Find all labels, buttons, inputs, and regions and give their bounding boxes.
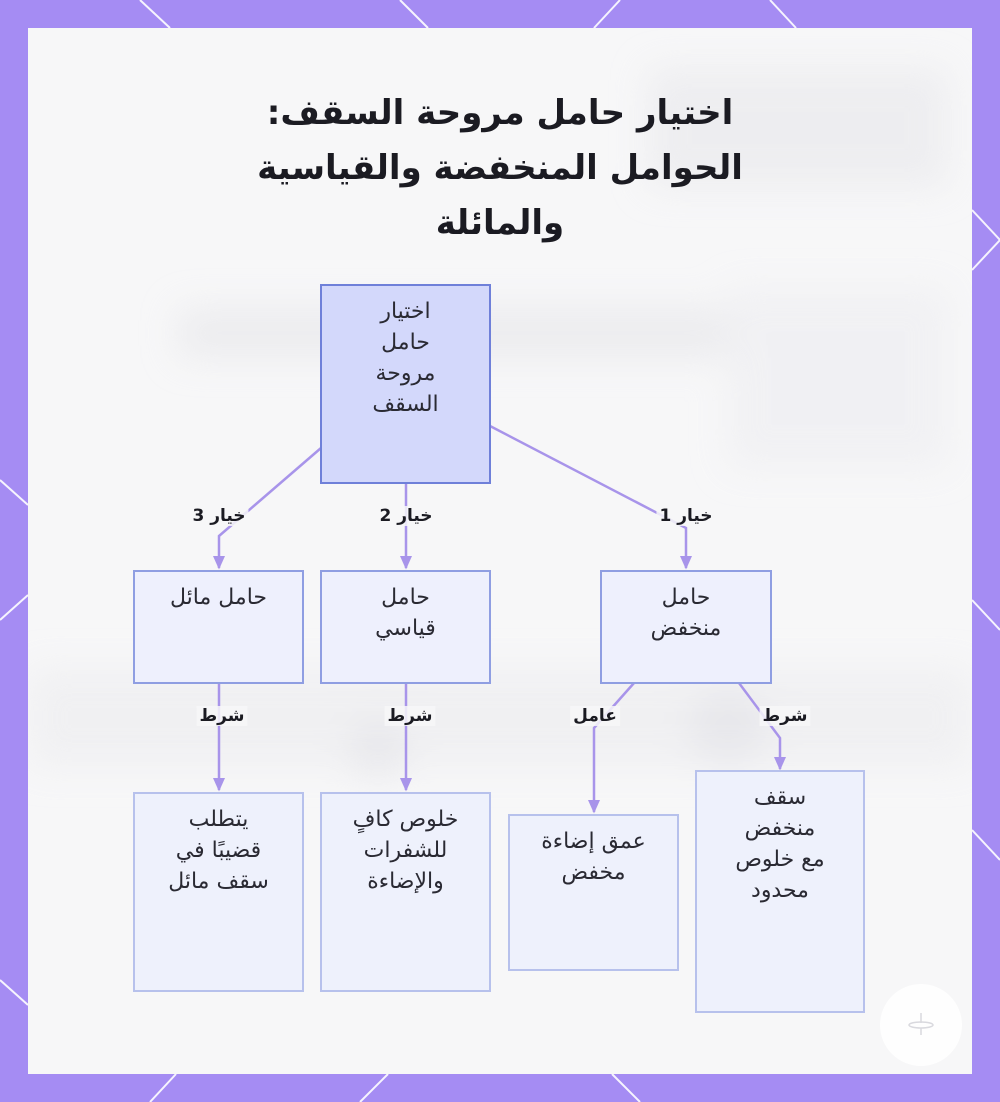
node-text: حامل [661,585,711,610]
node-text: حامل [381,330,430,355]
node-text: حامل [381,585,430,610]
edge-label-standard-condition: شرط [385,706,436,726]
edge-label-option-2: خيار 2 [376,506,435,526]
node-low-mount[interactable] [600,570,772,684]
fan-logo-icon [880,984,962,1066]
node-text: والإضاءة [367,869,444,894]
node-light-depth[interactable] [508,814,679,971]
node-clearance[interactable] [320,792,491,992]
node-text: يتطلب [188,807,249,832]
edge-label-angled-condition: شرط [197,706,248,726]
edge-low-to-light-depth [594,683,634,812]
node-standard-mount[interactable] [320,570,491,684]
node-text: قضيبًا في [175,838,262,863]
node-text: عمق إضاءة [541,829,646,854]
node-text: سقف [753,785,807,810]
node-text: منخفض [744,816,816,841]
node-angled-mount[interactable] [133,570,304,684]
title-line: اختيار حامل مروحة السقف: [266,93,734,133]
node-text: منخفض [650,616,722,641]
node-text: محدود [751,878,809,903]
edge-label-low-condition: شرط [760,706,811,726]
title-line: الحوامل المنخفضة والقياسية [257,148,743,188]
node-low-ceiling[interactable] [695,770,865,1013]
node-text: سقف مائل [168,869,269,894]
node-text: مخفض [561,860,626,885]
node-text: اختيار [380,299,431,324]
node-text: مع خلوص [735,847,825,872]
node-text: مروحة [375,361,436,386]
node-text: قياسي [375,616,436,641]
title-line: والمائلة [435,203,565,243]
node-sloped-ceiling[interactable] [133,792,304,992]
diagram-panel [28,28,972,1074]
edge-label-option-3: خيار 3 [189,506,248,526]
node-root[interactable] [320,284,491,484]
node-text: السقف [372,392,439,417]
node-text: حامل مائل [169,585,267,610]
edge-label-low-factor: عامل [570,706,620,726]
node-text: للشفرات [363,838,448,863]
edge-label-option-1: خيار 1 [656,506,715,526]
edge-low-to-low-ceiling [739,683,780,769]
edge-root-to-low [490,426,686,568]
node-text: خلوص كافٍ [352,807,459,832]
